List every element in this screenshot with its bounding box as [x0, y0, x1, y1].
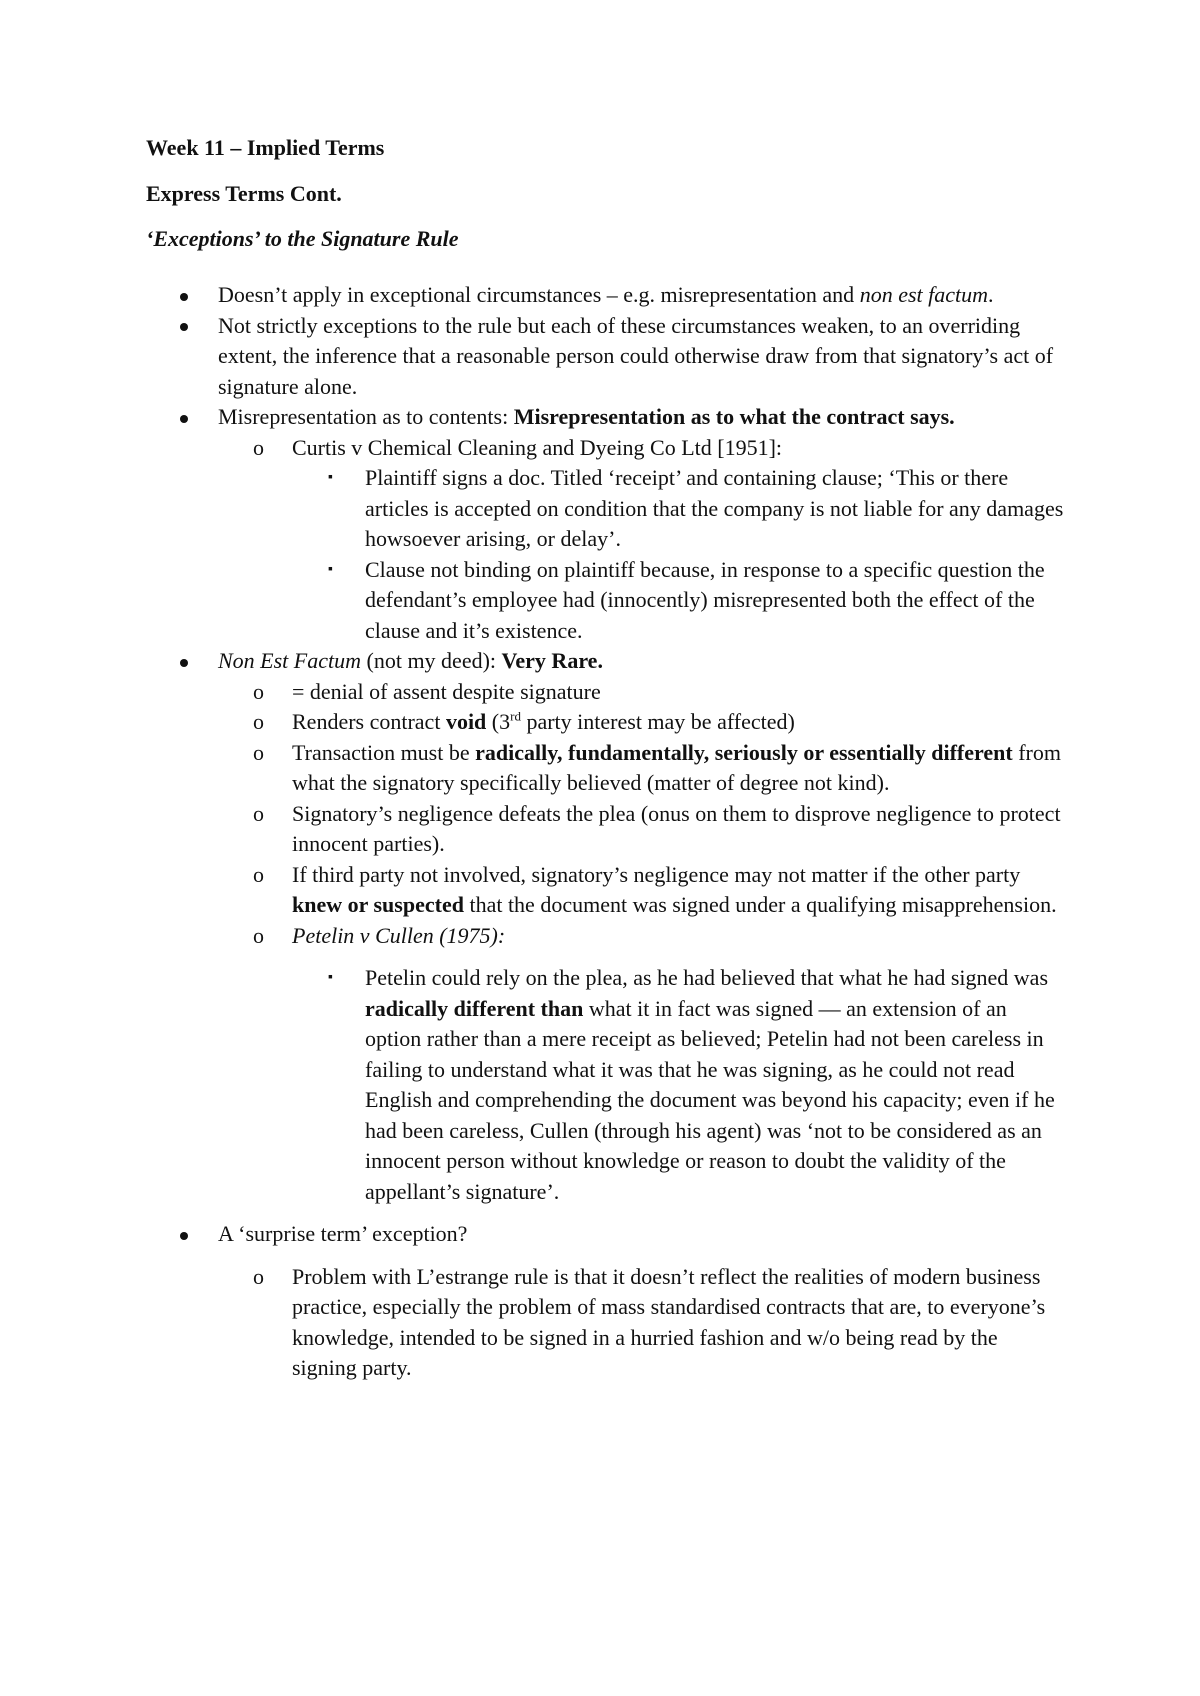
- item-text: If third party not involved, signatory’s negligence may not matter if the other party: [292, 861, 1021, 887]
- bullet-icon: [180, 311, 188, 342]
- sub-sub-list-item: [146, 463, 1066, 555]
- circle-bullet-icon: o: [253, 922, 264, 948]
- sub-list: [218, 677, 1066, 1208]
- item-text-bold: Misrepresentation as to what the contract says.: [513, 404, 955, 429]
- square-bullet-icon: ▪: [328, 470, 333, 485]
- circle-bullet-icon: o: [253, 678, 264, 704]
- item-text: Clause not binding on plaintiff because, in response to a specific question the defendant’s employee had (innocently) misrepresented both the effect of the clause and it’s existence.: [365, 556, 1045, 643]
- sub-sub-list: [292, 463, 1066, 646]
- superscript: rd: [510, 708, 521, 724]
- bullet-icon: [180, 280, 188, 311]
- sub-sub-list: [292, 963, 1066, 1207]
- notes-body: [146, 280, 1066, 1384]
- item-text: Problem with L’estrange rule is that it doesn’t reflect the realities of modern business practice, especially the problem of mass standardised contracts that are, to everyone’s knowledge, intended to be signed in a hurried fashion and w/o being read by the signing party.: [292, 1263, 1046, 1380]
- item-text: from what the signatory specifically believed (matter of degree not kind).: [292, 739, 1061, 795]
- sub-sub-list-item: [146, 555, 1066, 647]
- square-bullet-icon: ▪: [328, 970, 333, 985]
- sub-sub-list-item: [146, 963, 1066, 1207]
- circle-bullet-icon: o: [253, 434, 264, 460]
- bullet-icon: [180, 402, 188, 433]
- item-text: Doesn’t apply in exceptional circumstances – e.g. misrepresentation and: [218, 282, 860, 307]
- circle-bullet-icon: o: [253, 1263, 264, 1289]
- sub-list: [218, 1262, 1066, 1384]
- sub-list-item: [146, 707, 1066, 738]
- document-title: Week 11 – Implied Terms: [146, 135, 385, 160]
- item-text: Not strictly exceptions to the rule but each of these circumstances weaken, to an overriding extent, the inference that a reasonable person could otherwise draw from that signatory’s act of signature alone.: [218, 312, 1054, 399]
- list-item: [146, 402, 1066, 646]
- circle-bullet-icon: o: [253, 800, 264, 826]
- item-text: (not my deed):: [361, 648, 502, 673]
- sub-list-item: [146, 433, 1066, 647]
- item-text: what it in fact was signed — an extension of an option rather than a mere receipt as believed; Petelin had not been careless in failing to understand what it was that he was signing, as he could not read English and comprehending the document was beyond his capacity; even if he had been careless, Cullen (through his agent) was ‘not to be considered as an innocent person without knowledge or reason to doubt the validity of the appellant’s signature’.: [365, 995, 1055, 1204]
- item-text-bold: knew or suspected: [292, 892, 464, 917]
- item-text-bold: radically, fundamentally, seriously or essentially different: [475, 739, 1013, 765]
- list-item: [146, 311, 1066, 403]
- item-text: Plaintiff signs a doc. Titled ‘receipt’ and containing clause; ‘This or there articles is accepted on condition that the company is not liable for any damages howsoever arising, or delay’.: [365, 465, 1064, 551]
- circle-bullet-icon: o: [253, 709, 264, 734]
- item-text: Transaction must be: [292, 739, 476, 765]
- item-text-bold: radically different than: [365, 995, 584, 1021]
- list-item: [146, 646, 1066, 1207]
- case-name: Petelin v Cullen (1975):: [292, 922, 506, 948]
- list-item: [146, 1219, 1066, 1384]
- sub-list-item: [146, 921, 1066, 1208]
- item-text-bold: Very Rare.: [501, 648, 603, 673]
- item-text-italic: Non Est Factum: [218, 648, 361, 673]
- item-text: that the document was signed under a qualifying misapprehension.: [463, 892, 1057, 917]
- circle-bullet-icon: o: [253, 739, 264, 765]
- item-text-bold: void: [445, 709, 487, 734]
- item-text: (3: [486, 709, 511, 734]
- sub-list-item: [146, 799, 1066, 860]
- item-text: Misrepresentation as to contents:: [218, 404, 514, 429]
- item-text: A ‘surprise term’ exception?: [218, 1221, 468, 1246]
- subsection-heading: ‘Exceptions’ to the Signature Rule: [146, 226, 459, 251]
- case-name: Curtis v Chemical Cleaning and Dyeing Co Ltd [1951]:: [292, 434, 783, 460]
- item-text: .: [988, 282, 994, 307]
- item-text: Renders contract: [292, 709, 446, 734]
- section-heading: Express Terms Cont.: [146, 181, 342, 206]
- sub-list-item: [146, 738, 1066, 799]
- item-text: Signatory’s negligence defeats the plea (onus on them to disprove negligence to protect innocent parties).: [292, 800, 1061, 856]
- sub-list-item: [146, 1262, 1066, 1384]
- sub-list-item: [146, 860, 1066, 921]
- item-text: = denial of assent despite signature: [292, 678, 601, 704]
- bullet-icon: [180, 646, 188, 677]
- circle-bullet-icon: o: [253, 861, 264, 887]
- bullet-list: [146, 280, 1066, 1384]
- sub-list: [218, 433, 1066, 647]
- sub-list-item: [146, 677, 1066, 708]
- item-text: Petelin could rely on the plea, as he had believed that what he had signed was: [365, 965, 1049, 990]
- square-bullet-icon: ▪: [328, 561, 333, 577]
- item-text-italic: non est factum: [859, 282, 989, 307]
- list-item: [146, 280, 1066, 311]
- item-text: party interest may be affected): [520, 709, 795, 734]
- bullet-icon: [180, 1219, 188, 1250]
